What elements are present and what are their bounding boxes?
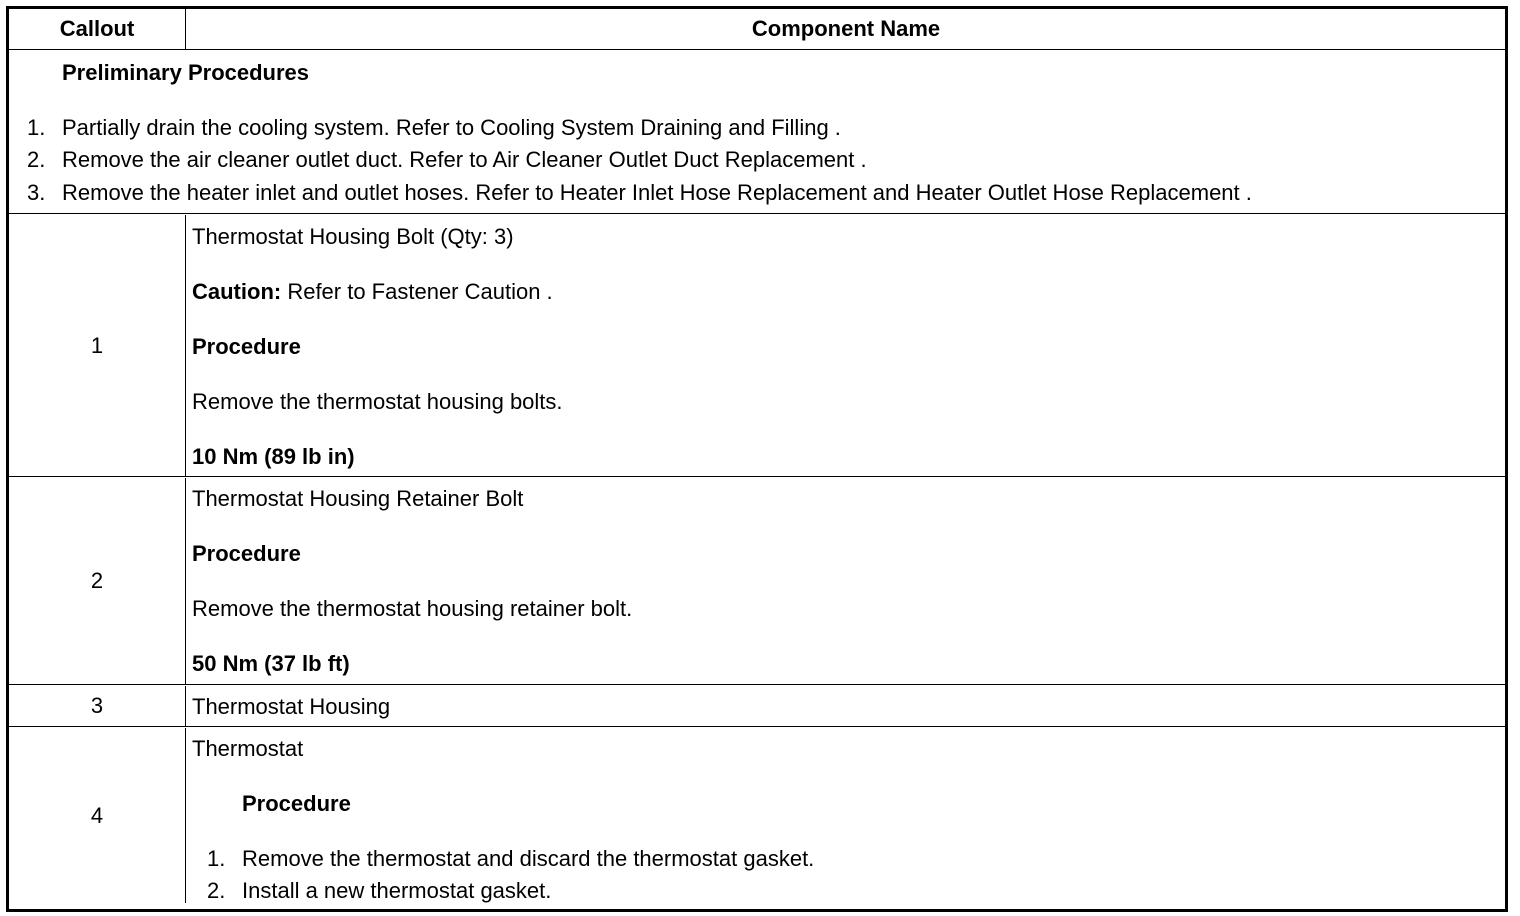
preliminary-step: Remove the air cleaner outlet duct. Refer to Air Cleaner Outlet Duct Replacement .	[62, 147, 867, 172]
step-number: 1.	[207, 846, 226, 871]
table-row	[9, 686, 1505, 727]
callout-number: 4	[9, 728, 186, 903]
table-row	[9, 215, 1505, 477]
preliminary-procedures-row	[9, 50, 1505, 214]
preliminary-title: Preliminary Procedures	[62, 60, 310, 85]
instruction-text: Remove the thermostat housing bolts.	[192, 389, 563, 414]
table-row	[9, 728, 1505, 903]
callout-header: Callout	[9, 9, 186, 49]
caution-label: Caution:	[192, 279, 282, 304]
procedure-label: Procedure	[192, 334, 301, 359]
table-header-row	[9, 9, 1505, 50]
callout-number: 2	[9, 478, 186, 684]
procedure-label: Procedure	[192, 541, 301, 566]
component-name: Thermostat Housing	[192, 694, 391, 719]
step-number: 3.	[27, 180, 46, 205]
step-number: 2.	[207, 878, 226, 903]
step-number: 1.	[27, 115, 46, 140]
callout-number: 3	[9, 686, 186, 726]
caution-text	[192, 279, 553, 305]
preliminary-step: Partially drain the cooling system. Refer to Cooling System Draining and Filling .	[62, 115, 841, 140]
caution-reference: Refer to Fastener Caution .	[281, 279, 553, 304]
preliminary-step: Remove the heater inlet and outlet hoses. Refer to Heater Inlet Hose Replacement and Heater Outlet Hose Replacement .	[62, 180, 1252, 205]
step-number: 2.	[27, 147, 46, 172]
component-name: Thermostat Housing Retainer Bolt	[192, 486, 524, 511]
table-row	[9, 478, 1505, 685]
procedure-step: Install a new thermostat gasket.	[242, 878, 552, 903]
procedure-label: Procedure	[242, 791, 351, 816]
callout-number: 1	[9, 215, 186, 476]
component-name: Thermostat Housing Bolt (Qty: 3)	[192, 224, 514, 249]
component-name: Thermostat	[192, 736, 304, 761]
procedure-step: Remove the thermostat and discard the thermostat gasket.	[242, 846, 815, 871]
torque-spec: 10 Nm (89 lb in)	[192, 444, 355, 469]
torque-spec: 50 Nm (37 lb ft)	[192, 651, 350, 676]
component-table	[6, 6, 1508, 912]
instruction-text: Remove the thermostat housing retainer bolt.	[192, 596, 633, 621]
component-name-header: Component Name	[751, 16, 941, 41]
